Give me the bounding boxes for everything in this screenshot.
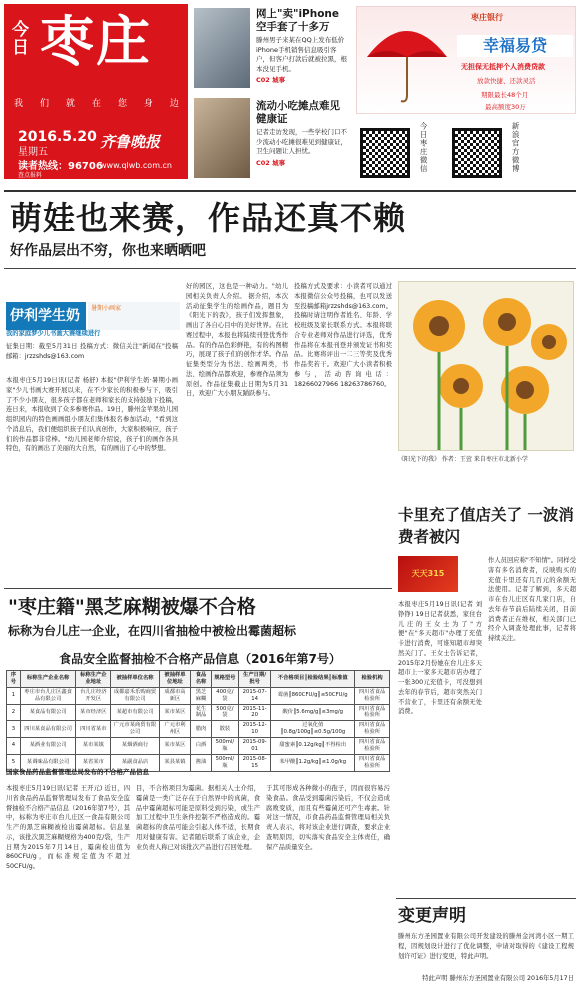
article-column: 本报枣庄5月19日讯(记者 杨舒) 本报"伊利学生奶·暑期小画家"少儿书画大赛开展以来，在不少家长的积极参与下，吸引了不少小朋友，很多孩子都在老师和家长的支持鼓励下投稿，连日来，本报收到了众多参赛作品。19日，滕州金苹果幼儿园组织园内的特色画画组小朋友们集体报名参加活动，"看到这个消息后，我们便组织孩子们认真创作，大家积极响应，孩子们的作品都非常棒。"幼儿园老师介绍说，孩子们的画作各具特色，有的画出了美丽的大自然，有的画出了心中的梦想。 <box>6 377 178 453</box>
article-column: 本报枣庄5月19日讯(记者 王开元) 近日，四川省食品药品监督管理局发布了食品安全监督抽检不合格产品信息（2016年第7号），其中，标称为枣庄市台儿庄区一食品有限公司生产的黑芝麻糊被检出霉菌超标。信息显示，该批次黑芝麻糊规格为400克/袋，生产日期为2015年7月14日，霉菌检出值为860CFU/g，而标准规定值为不超过50CFU/g。 <box>6 785 130 870</box>
ad-line: 最高额度30万 <box>485 103 526 111</box>
bank-ad[interactable] <box>356 6 576 114</box>
headline-sesame: "枣庄籍"黑芝麻糊被爆不合格 <box>8 596 256 618</box>
subhead-sesame: 标称为台儿庄一企业，在四川省抽检中被检出霉菌超标 <box>8 624 297 638</box>
teaser-title: 流动小吃摊点难见健康证 <box>256 100 340 126</box>
contest-info: 征集日期：截至5月31日 投稿方式：微信关注"新闻在"投稿 邮箱：jrzzshds@163.com <box>6 343 178 360</box>
teaser-snack[interactable] <box>256 100 348 167</box>
ad-line: 无担保无抵押个人消费贷款 <box>461 63 545 71</box>
teaser-title: 网上"卖"iPhone 空手套了十多万 <box>256 8 340 34</box>
masthead-prefix: 今日 <box>12 20 29 58</box>
ad-product: 幸福易贷 <box>457 35 573 57</box>
notice-sign: 特此声明 滕州东方圣园置业有限公司 2016年5月17日 <box>422 975 574 982</box>
teaser-iphone[interactable] <box>256 8 348 85</box>
iphone-photo <box>194 8 250 88</box>
table-row: 1 枣庄市台儿庄区鑫食品有限公司 台儿庄经济开发区 成都嘉禾乐购商贸有限公司 成都市高新区 黑芝麻糊 400克/袋 2015-07-14 霉菌║860CFU/g║≤50CFU/g 四川省食品检验所 <box>7 687 390 704</box>
yili-badge: 伊利学生奶 <box>6 302 86 330</box>
teaser-link[interactable]: C02 城事 <box>256 158 286 167</box>
table-header-row: 序号 标称生产企业名称 标称生产企业地址 被抽样单位名称 被抽样单位地址 食品名称 规格型号 生产日期/批号 不合格项目║检验结果║标准值 检验机构 <box>7 671 390 688</box>
masthead-slogan: 我 们 就 在 您 身 边 <box>14 99 179 109</box>
sunflower-painting <box>398 281 574 451</box>
ad-line: 期限最长48个月 <box>481 91 529 99</box>
article-column: 作人员回应称"不知情"。同样受害有多名消费者，反映购买的充值卡里还有几百元的余额无法使用。记者了解到，多天超市在台儿庄区有几家门店，自去年春节前后陆续关闭，目前消费者正在维权，相关部门已经介入调查处理此事，记者将持续关注。 <box>488 557 576 642</box>
table-row: 4 某酒业有限公司 某市某镇 某烟酒商行 某市某区 白酒 500ml/瓶 2015-09-01 甜蜜素║0.12g/kg║不得检出 四川省食品检验所 <box>7 738 390 755</box>
masthead <box>4 4 188 179</box>
qr-label-wechat: 今日枣庄微信 <box>419 122 429 173</box>
yili-badge-sub: 暑期小画家 <box>88 302 180 330</box>
issue-weekday: 星期五 <box>18 147 48 158</box>
painting-caption: 《阳光下的我》 作者：王萱 来自枣庄市北新小学 <box>398 456 528 463</box>
table-row: 3 四川某食品有限公司 四川省某市 广元市某商贸有限公司 广元市利州区 腊肉 散装 2015-12-10 过氧化值║0.8g/100g║≤0.5g/100g 四川省食品检验所 <box>7 721 390 738</box>
notice-box <box>398 932 574 992</box>
weibo-qr[interactable] <box>452 128 502 178</box>
divider <box>396 898 576 899</box>
teaser-link[interactable]: C02 城事 <box>256 75 286 84</box>
notice-headline: 变更声明 <box>398 906 466 926</box>
qr-hint: 查点报料 <box>18 172 43 179</box>
divider <box>4 190 576 192</box>
teaser-text: 滕州男子来某在QQ上发布低价iPhone手机销售信息吸引客户，但客户打款后就被拉黑，根本没见手机。 <box>256 36 347 73</box>
article-column: 好的园区，这也是一种动力。"幼儿园相关负责人介绍。 据介绍，本次活动征集学生的绘画作品，题目为《阳光下的我》，孩子们发挥想象，画出了各自心目中的美好世界。在比赛过程中，本报也将陆续刊登优秀作品。有的作品色彩鲜艳，有的构图精巧，展现了孩子们的创作才华。作品征集类型分为书法、绘画两类，书法、绘画作品都欢迎，参赛作品须为原创。作品征集截止日期为5月31日，欢迎广大小朋友踊跃参与。 <box>186 283 288 398</box>
masthead-title: 枣庄 <box>40 9 152 73</box>
table-row: 5 某调味品有限公司 某省某市 某副食品店 某县某镇 酱油 500ml/瓶 2015-08-15 苯甲酸║1.2g/kg║≤1.0g/kg 四川省食品检验所 <box>7 754 390 771</box>
contest-tag: 我的家庭梦少儿书画大赛继续进行 <box>6 330 101 337</box>
teaser-text: 记者走访发现，一些学校门口不少流动小吃摊很难见到健康证，卫生问题让人担忧。 <box>256 128 347 156</box>
table-title: 食品安全监督抽检不合格产品信息（2016年第7号） <box>59 652 341 666</box>
inspection-table <box>6 670 390 772</box>
divider <box>4 588 392 589</box>
headline-prepaid-card: 卡里充了值店关了 一波消费者被闪 <box>398 506 574 546</box>
article-column: 目，不合格项目为霉菌。据相关人士介绍，霉菌是一类广泛存在于自然界中的真菌，食品中霉菌超标可能是原料受到污染，或生产加工过程中卫生条件控制不严格造成的。霉菌超标的食品可能会引起人体不适，长期食用对健康有害。记者随后联系了该企业，企业负责人称已对该批次产品进行召回处理。 <box>136 785 260 851</box>
subhead-kids-contest: 好作品层出不穷，你也来晒晒吧 <box>10 243 206 259</box>
wechat-qr[interactable] <box>360 128 410 178</box>
issue-date: 2016.5.20 <box>18 129 97 145</box>
bank-brand: 枣庄银行 <box>471 13 503 22</box>
article-column: 本报枣庄5月19日讯(记者 刘铮铮) 19日记者获悉，家住台儿庄的王女士为了"方便"在"多天超市"办理了充值卡进行消费，可谁知超市却突然关门了。王女士告诉记者，2015年2月份她在台儿庄多天超市上一家多天超市店办理了一张300元充值卡，可没想到去年的春节后，超市突然关门不营业了，卡里还有余额无处消费。 <box>398 601 482 716</box>
reader-hotline: 读者热线：96706 <box>18 161 103 172</box>
article-column: 于其可形成各种微小的孢子，因而很容易污染食品。食品受到霉菌污染后，不仅会造成腐败变质，而且有些霉菌还可产生毒素。针对这一情况，市食品药品监督管理局相关负责人表示，将对该企业进行调查，要求企业查明原因，切实落实食品安全主体责任，确保产品质量安全。 <box>266 785 390 851</box>
paper-logo: 齐鲁晚报 <box>100 133 161 151</box>
ad-line: 放款快捷、还款灵活 <box>477 77 536 85</box>
notice-text: 滕州东方圣园置业有限公司开发建设的滕州金河湾小区一期工程，因规划设计进行了优化调整，申请对取得的《建设工程规划许可证》进行变更，特此声明。 <box>398 933 574 960</box>
table-note: 国家食品药品监督管理总局发布的不合格产品信息 <box>6 768 149 776</box>
table-row: 2 某食品有限公司 某市经济区 某超市有限公司 某市某区 花生制品 500克/袋 2015-11-20 酸价║5.6mg/g║≤3mg/g 四川省食品检验所 <box>7 704 390 721</box>
headline-kids-contest: 萌娃也来赛，作品还真不赖 <box>10 199 407 237</box>
food-stall-photo <box>194 98 250 178</box>
umbrella-icon <box>363 11 451 107</box>
promo-graphic: 天天315 <box>398 556 458 592</box>
article-column: 投稿方式及要求：小读者可以通过本报微信公众号投稿，也可以发送至投稿邮箱jrzzshds@163.com。投稿时请注明作者姓名、年龄、学校班级及家长联系方式。本报将联合专业老师对作品进行评选，优秀作品将在本报刊登并颁发证书和奖品。比赛将评出一二三等奖及优秀作品奖若干。欢迎广大小读者积极参与，活动咨询电话：18266027966 18263786760。 <box>294 283 392 388</box>
divider <box>4 268 576 269</box>
painting-image <box>399 282 574 451</box>
website-url[interactable]: www.qlwb.com.cn <box>100 161 172 170</box>
qr-label-weibo: 新浪官方微博 <box>511 122 521 173</box>
